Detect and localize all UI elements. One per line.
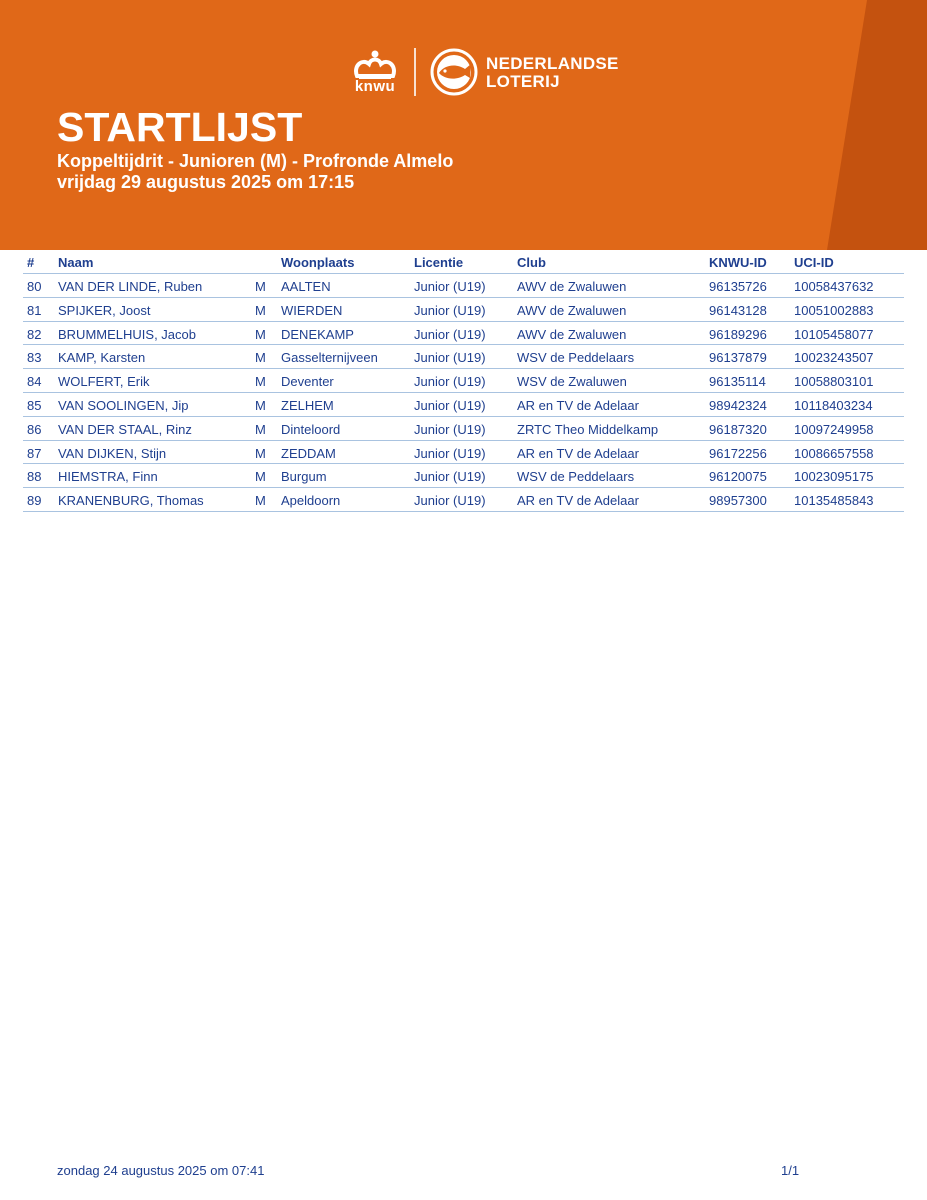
cell-license: Junior (U19): [414, 421, 486, 437]
header-name: Naam: [58, 255, 94, 270]
cell-uci-id: 10105458077: [794, 326, 874, 342]
cell-uci-id: 10086657558: [794, 445, 874, 461]
footer-print-date: zondag 24 augustus 2025 om 07:41: [57, 1163, 265, 1178]
cell-knwu-id: 98957300: [709, 493, 767, 509]
cell-knwu-id: 96135726: [709, 279, 767, 294]
cell-knwu-id: 96143128: [709, 302, 767, 318]
cell-knwu-id: 96120075: [709, 469, 767, 485]
table-row: [23, 274, 904, 298]
cell-license: Junior (U19): [414, 350, 486, 366]
cell-sex: M: [255, 445, 266, 461]
cell-num: 86: [27, 421, 42, 437]
cell-uci-id: 10023243507: [794, 350, 874, 366]
table-row: [23, 417, 904, 441]
cell-sex: M: [255, 302, 266, 318]
logo-divider: [414, 48, 416, 96]
cell-city: ZEDDAM: [281, 445, 336, 461]
cell-license: Junior (U19): [414, 445, 486, 461]
cell-name: VAN DER STAAL, Rinz: [58, 421, 192, 437]
cell-num: 84: [27, 374, 42, 390]
table-body: [23, 274, 904, 512]
cell-license: Junior (U19): [414, 279, 486, 294]
cell-license: Junior (U19): [414, 326, 486, 342]
cell-knwu-id: 96135114: [709, 374, 766, 390]
cell-num: 88: [27, 469, 42, 485]
cell-num: 80: [27, 279, 42, 294]
cell-uci-id: 10118403234: [794, 397, 873, 413]
cell-sex: M: [255, 469, 266, 485]
cell-sex: M: [255, 374, 266, 390]
cell-knwu-id: 96187320: [709, 421, 767, 437]
cell-club: AWV de Zwaluwen: [517, 302, 627, 318]
page-title: STARTLIJST: [57, 104, 303, 150]
cell-license: Junior (U19): [414, 469, 486, 485]
header-banner: [0, 0, 927, 250]
header-stripe: [827, 0, 927, 250]
cell-uci-id: 10023095175: [794, 469, 874, 485]
table-row: [23, 393, 904, 417]
cell-uci-id: 10135485843: [794, 493, 874, 509]
cell-city: Gasselternijveen: [281, 350, 378, 366]
lottery-logo-line1: NEDERLANDSE: [486, 54, 619, 73]
cell-uci-id: 10058803101: [794, 374, 874, 390]
cell-name: KAMP, Karsten: [58, 350, 146, 366]
cell-club: AWV de Zwaluwen: [517, 279, 627, 294]
table-row: [23, 322, 904, 346]
table-header-row: [23, 250, 904, 274]
event-subtitle: Koppeltijdrit - Junioren (M) - Profronde Almelo: [57, 151, 454, 171]
cell-name: VAN SOOLINGEN, Jip: [58, 397, 189, 413]
lottery-logo-line2: LOTERIJ: [486, 72, 560, 91]
cell-city: Apeldoorn: [281, 493, 341, 509]
cell-knwu-id: 96189296: [709, 326, 767, 342]
cell-club: ZRTC Theo Middelkamp: [517, 421, 659, 437]
cell-license: Junior (U19): [414, 302, 486, 318]
cell-club: AR en TV de Adelaar: [517, 445, 639, 461]
table-row: [23, 298, 904, 322]
cell-license: Junior (U19): [414, 374, 486, 390]
cell-license: Junior (U19): [414, 493, 486, 509]
cell-knwu-id: 96172256: [709, 445, 767, 461]
cell-name: VAN DIJKEN, Stijn: [58, 445, 167, 461]
cell-sex: M: [255, 397, 266, 413]
lottery-logo-text: [486, 55, 619, 91]
table-row: [23, 441, 904, 465]
cell-club: WSV de Peddelaars: [517, 350, 635, 366]
cell-club: AR en TV de Adelaar: [517, 493, 639, 509]
cell-club: AR en TV de Adelaar: [517, 397, 639, 413]
cell-city: DENEKAMP: [281, 326, 354, 342]
header-license: Licentie: [414, 255, 464, 270]
cell-num: 87: [27, 445, 42, 461]
table-row: [23, 345, 904, 369]
header-club: Club: [517, 255, 546, 270]
cell-name: WOLFERT, Erik: [58, 374, 150, 390]
cell-knwu-id: 98942324: [709, 397, 767, 413]
cell-num: 83: [27, 350, 42, 366]
cell-num: 85: [27, 397, 42, 413]
cell-uci-id: 10051002883: [794, 302, 874, 318]
header-num: #: [27, 255, 35, 270]
cell-num: 81: [27, 302, 42, 318]
cell-uci-id: 10058437632: [794, 279, 874, 294]
cell-name: SPIJKER, Joost: [58, 302, 151, 318]
cell-city: WIERDEN: [281, 302, 343, 318]
cell-sex: M: [255, 421, 266, 437]
cell-club: WSV de Peddelaars: [517, 469, 635, 485]
table-row: [23, 369, 904, 393]
cell-city: Burgum: [281, 469, 327, 485]
cell-city: AALTEN: [281, 279, 331, 294]
cell-knwu-id: 96137879: [709, 350, 767, 366]
table-row: [23, 464, 904, 488]
header-uci-id: UCI-ID: [794, 255, 834, 270]
knwu-logo-text: knwu: [354, 78, 396, 95]
cell-license: Junior (U19): [414, 397, 486, 413]
cell-city: ZELHEM: [281, 397, 334, 413]
footer-page-number: 1/1: [781, 1163, 800, 1178]
cell-sex: M: [255, 493, 266, 509]
cell-name: VAN DER LINDE, Ruben: [58, 279, 203, 294]
cell-city: Dinteloord: [281, 421, 341, 437]
cell-club: AWV de Zwaluwen: [517, 326, 627, 342]
cell-name: BRUMMELHUIS, Jacob: [58, 326, 196, 342]
table-row: [23, 488, 904, 512]
startlist-table: [23, 250, 904, 512]
event-datetime: vrijdag 29 augustus 2025 om 17:15: [57, 172, 355, 192]
cell-sex: M: [255, 326, 266, 342]
cell-num: 82: [27, 326, 42, 342]
cell-club: WSV de Zwaluwen: [517, 374, 627, 390]
cell-sex: M: [255, 350, 266, 366]
cell-num: 89: [27, 493, 42, 509]
cell-name: HIEMSTRA, Finn: [58, 469, 158, 485]
cell-sex: M: [255, 279, 266, 294]
header-knwu-id: KNWU-ID: [709, 255, 767, 270]
cell-uci-id: 10097249958: [794, 421, 874, 437]
lottery-fish-icon: [430, 48, 478, 96]
cell-name: KRANENBURG, Thomas: [58, 493, 204, 509]
cell-city: Deventer: [281, 374, 334, 390]
header-city: Woonplaats: [281, 255, 355, 270]
